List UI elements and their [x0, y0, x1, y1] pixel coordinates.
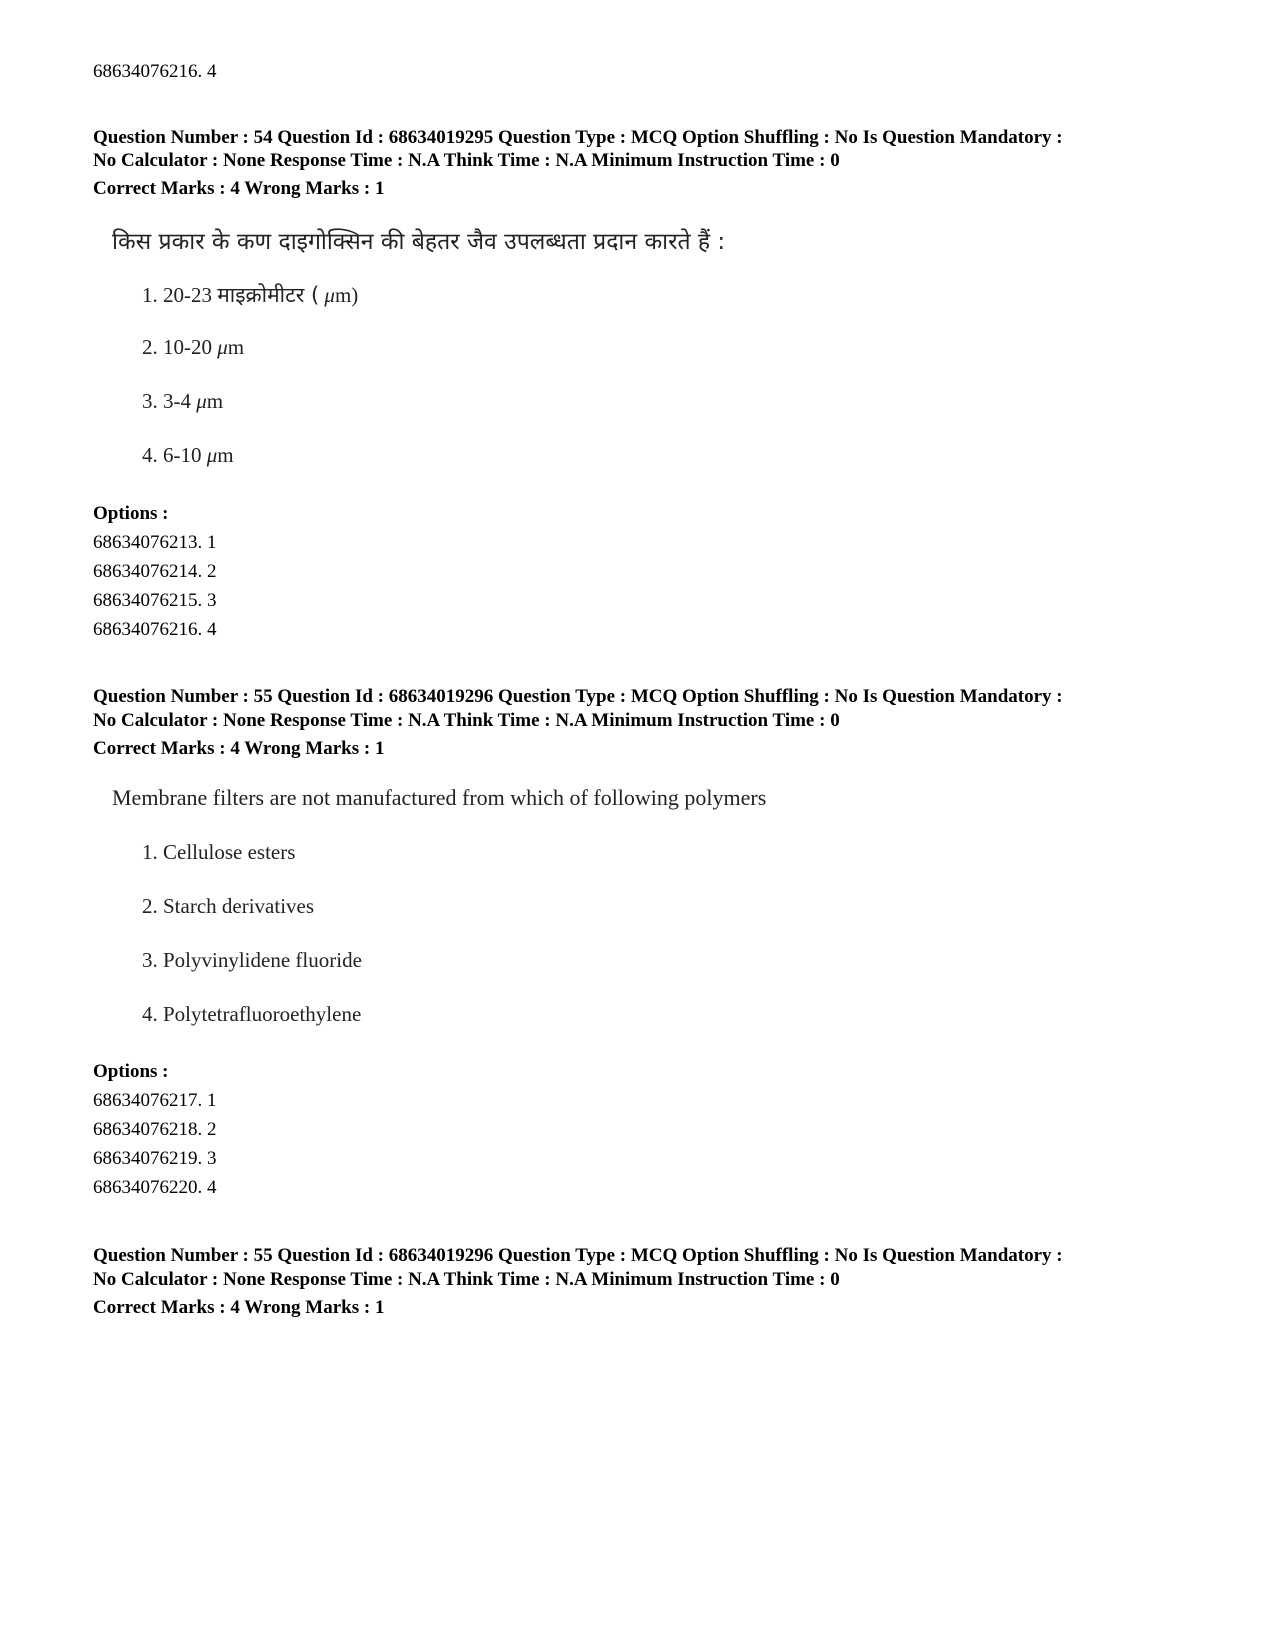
question-marks: Correct Marks : 4 Wrong Marks : 1 [93, 1297, 385, 1318]
answer-choice: 1. Cellulose esters [142, 840, 296, 864]
choice-unit: m) [334, 283, 359, 307]
choice-number: 2. 10-20 [142, 335, 212, 359]
option-line: 68634076220. 4 [93, 1177, 217, 1198]
option-line: 68634076214. 2 [93, 561, 217, 582]
option-line: 68634076213. 1 [93, 532, 217, 553]
question-header-line: No Calculator : None Response Time : N.A Think Time : N.A Minimum Instruction Time : 0 [93, 150, 840, 171]
answer-choice: 3. Polyvinylidene fluoride [142, 948, 362, 972]
answer-choice: 2. Starch derivatives [142, 894, 315, 918]
options-label: Options : [93, 1061, 169, 1082]
options-label: Options : [93, 503, 169, 524]
answer-choice: 4. Polytetrafluoroethylene [142, 1002, 362, 1026]
question-header-line: No Calculator : None Response Time : N.A Think Time : N.A Minimum Instruction Time : 0 [93, 1269, 840, 1290]
choice-number: 1. 20-23 [142, 283, 212, 307]
choice-unit: m [206, 389, 224, 413]
option-line: 68634076217. 1 [93, 1090, 217, 1111]
answer-choice [142, 389, 223, 414]
question-marks: Correct Marks : 4 Wrong Marks : 1 [93, 738, 385, 759]
micro-symbol: μ [206, 443, 218, 467]
option-line: 68634076215. 3 [93, 590, 217, 611]
choice-unit: m [217, 443, 234, 467]
choice-number: 4. 6-10 [142, 443, 202, 467]
option-line: 68634076218. 2 [93, 1119, 217, 1140]
option-line: 68634076216. 4 [93, 61, 217, 82]
answer-choice [142, 443, 234, 468]
choice-text: माइक्रोमीटर ( [217, 283, 320, 307]
option-line: 68634076219. 3 [93, 1148, 217, 1169]
question-header-line: Question Number : 55 Question Id : 68634019296 Question Type : MCQ Option Shuffling : No Is Question Mandatory : [93, 686, 1063, 707]
answer-choice [142, 335, 244, 360]
question-header-line: Question Number : 54 Question Id : 68634019295 Question Type : MCQ Option Shuffling : No Is Question Mandatory : [93, 127, 1063, 148]
micro-symbol: μ [217, 335, 228, 359]
question-stem: किस प्रकार के कण दाइगोक्सिन की बेहतर जैव उपलब्धता प्रदान कारते हैं : [112, 229, 726, 255]
option-line: 68634076216. 4 [93, 619, 217, 640]
question-header-line: No Calculator : None Response Time : N.A Think Time : N.A Minimum Instruction Time : 0 [93, 710, 840, 731]
micro-symbol: μ [196, 389, 207, 413]
choice-number: 3. 3-4 [142, 389, 191, 413]
choice-unit: m [227, 335, 245, 359]
question-header-line: Question Number : 55 Question Id : 68634019296 Question Type : MCQ Option Shuffling : No Is Question Mandatory : [93, 1245, 1063, 1266]
question-marks: Correct Marks : 4 Wrong Marks : 1 [93, 178, 385, 199]
question-stem: Membrane filters are not manufactured from which of following polymers [112, 785, 767, 810]
answer-choice [142, 281, 358, 309]
micro-symbol: μ [324, 283, 335, 307]
